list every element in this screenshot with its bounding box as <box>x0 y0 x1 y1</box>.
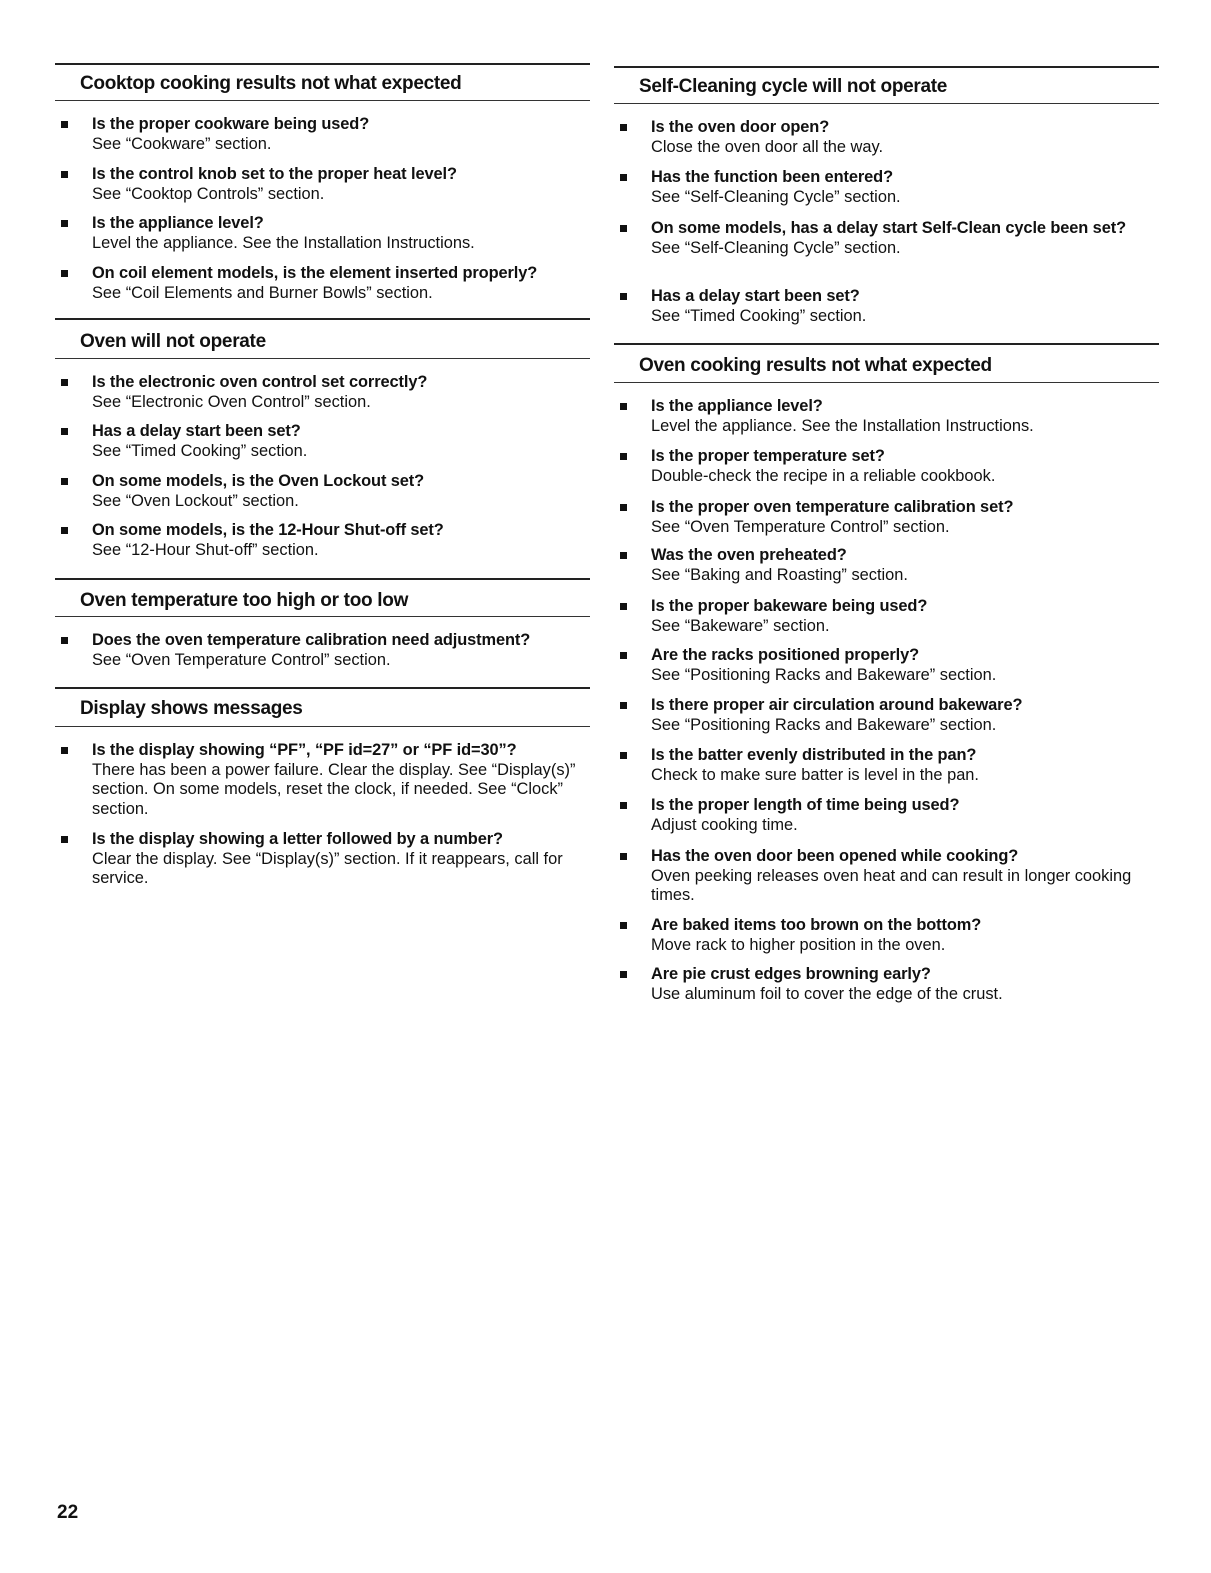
bullet-icon <box>620 225 627 232</box>
question-text: Is the electronic oven control set correctly? <box>92 373 428 391</box>
section-title-rule <box>55 616 590 617</box>
list-item <box>92 472 590 511</box>
list-item <box>651 546 1159 585</box>
question-text: Is the control knob set to the proper heat level? <box>92 165 457 183</box>
question-text: Is the appliance level? <box>92 214 264 232</box>
list-item <box>651 597 1159 636</box>
question-text: Has a delay start been set? <box>651 287 860 305</box>
answer-text: Check to make sure batter is level in the pan. <box>651 765 979 784</box>
bullet-icon <box>620 552 627 559</box>
list-item <box>92 165 590 204</box>
list-item <box>651 965 1159 1004</box>
question-text: Is the proper length of time being used? <box>651 796 960 814</box>
answer-text: See “Positioning Racks and Bakeware” section. <box>651 715 997 734</box>
bullet-icon <box>620 971 627 978</box>
section-title-rule <box>55 358 590 359</box>
list-item <box>651 397 1159 436</box>
question-text: On some models, is the 12-Hour Shut-off set? <box>92 521 444 539</box>
question-text: Is the oven door open? <box>651 118 830 136</box>
section-title: Oven temperature too high or too low <box>80 590 409 611</box>
bullet-icon <box>620 403 627 410</box>
question-text: Does the oven temperature calibration need adjustment? <box>92 631 531 649</box>
answer-text: See “Baking and Roasting” section. <box>651 565 908 584</box>
list-item <box>651 847 1159 906</box>
section-title-rule <box>55 100 590 101</box>
bullet-icon <box>61 379 68 386</box>
section-top-rule <box>55 578 590 580</box>
bullet-icon <box>620 922 627 929</box>
section-title: Cooktop cooking results not what expected <box>80 73 462 94</box>
list-item <box>651 287 1159 326</box>
answer-text: Oven peeking releases oven heat and can result in longer cooking times. <box>651 866 1132 904</box>
section-title-rule <box>55 726 590 727</box>
list-item <box>651 916 1159 955</box>
section-title: Display shows messages <box>80 698 303 719</box>
bullet-icon <box>620 853 627 860</box>
list-item <box>92 373 590 412</box>
question-text: Is the appliance level? <box>651 397 823 415</box>
list-item <box>651 447 1159 486</box>
question-text: Was the oven preheated? <box>651 546 847 564</box>
question-text: Are pie crust edges browning early? <box>651 965 931 983</box>
question-text: Are baked items too brown on the bottom? <box>651 916 982 934</box>
question-text: Is the proper cookware being used? <box>92 115 370 133</box>
bullet-icon <box>620 802 627 809</box>
answer-text: See “Oven Temperature Control” section. <box>651 517 950 536</box>
list-item <box>92 741 590 819</box>
list-item <box>651 219 1159 258</box>
question-text: On coil element models, is the element inserted properly? <box>92 264 538 282</box>
list-item <box>92 631 590 670</box>
question-text: Is the proper oven temperature calibration set? <box>651 498 1014 516</box>
answer-text: Close the oven door all the way. <box>651 137 884 156</box>
answer-text: See “Cookware” section. <box>92 134 272 153</box>
section-title-rule <box>614 382 1159 383</box>
answer-text: See “Positioning Racks and Bakeware” section. <box>651 665 997 684</box>
question-text: Is the display showing a letter followed by a number? <box>92 830 503 848</box>
answer-text: See “12-Hour Shut-off” section. <box>92 540 319 559</box>
bullet-icon <box>620 603 627 610</box>
section-top-rule <box>55 318 590 320</box>
list-item <box>651 696 1159 735</box>
section-top-rule <box>55 687 590 689</box>
section-top-rule <box>614 66 1159 68</box>
bullet-icon <box>61 527 68 534</box>
question-text: Is the display showing “PF”, “PF id=27” or “PF id=30”? <box>92 741 517 759</box>
bullet-icon <box>620 174 627 181</box>
list-item <box>651 746 1159 785</box>
list-item <box>92 264 590 303</box>
bullet-icon <box>61 270 68 277</box>
list-item <box>92 830 590 889</box>
answer-text: There has been a power failure. Clear the display. See “Display(s)” section. On some models, reset the clock, if needed. See “Clock” section. <box>92 760 576 818</box>
list-item <box>651 498 1159 537</box>
bullet-icon <box>620 124 627 131</box>
answer-text: See “Bakeware” section. <box>651 616 830 635</box>
bullet-icon <box>61 836 68 843</box>
question-text: On some models, has a delay start Self-Clean cycle been set? <box>651 219 1126 237</box>
answer-text: Use aluminum foil to cover the edge of the crust. <box>651 984 1003 1003</box>
question-text: On some models, is the Oven Lockout set? <box>92 472 425 490</box>
answer-text: See “Timed Cooking” section. <box>651 306 867 325</box>
question-text: Has the oven door been opened while cooking? <box>651 847 1019 865</box>
section-title: Self-Cleaning cycle will not operate <box>639 76 948 97</box>
question-text: Is the proper temperature set? <box>651 447 885 465</box>
question-text: Has the function been entered? <box>651 168 893 186</box>
bullet-icon <box>61 121 68 128</box>
page-number: 22 <box>57 1502 79 1523</box>
section-title-rule <box>614 103 1159 104</box>
section-title: Oven cooking results not what expected <box>639 355 992 376</box>
bullet-icon <box>620 293 627 300</box>
bullet-icon <box>620 504 627 511</box>
bullet-icon <box>620 453 627 460</box>
answer-text: Move rack to higher position in the oven. <box>651 935 946 954</box>
question-text: Is the proper bakeware being used? <box>651 597 928 615</box>
answer-text: See “Oven Lockout” section. <box>92 491 299 510</box>
list-item <box>92 214 590 253</box>
answer-text: See “Timed Cooking” section. <box>92 441 308 460</box>
list-item <box>92 521 590 560</box>
bullet-icon <box>620 652 627 659</box>
question-text: Has a delay start been set? <box>92 422 301 440</box>
bullet-icon <box>61 220 68 227</box>
answer-text: Level the appliance. See the Installation Instructions. <box>92 233 475 252</box>
list-item <box>651 796 1159 835</box>
bullet-icon <box>61 478 68 485</box>
bullet-icon <box>61 637 68 644</box>
question-text: Are the racks positioned properly? <box>651 646 920 664</box>
list-item <box>651 646 1159 685</box>
list-item <box>92 115 590 154</box>
bullet-icon <box>620 752 627 759</box>
answer-text: Adjust cooking time. <box>651 815 798 834</box>
bullet-icon <box>61 747 68 754</box>
section-top-rule <box>55 63 590 65</box>
section-top-rule <box>614 343 1159 345</box>
list-item <box>651 168 1159 207</box>
list-item <box>92 422 590 461</box>
bullet-icon <box>620 702 627 709</box>
section-title: Oven will not operate <box>80 331 266 352</box>
answer-text: See “Coil Elements and Burner Bowls” section. <box>92 283 433 302</box>
answer-text: See “Self-Cleaning Cycle” section. <box>651 187 901 206</box>
answer-text: Clear the display. See “Display(s)” section. If it reappears, call for service. <box>92 849 563 887</box>
list-item <box>651 118 1159 157</box>
answer-text: See “Oven Temperature Control” section. <box>92 650 391 669</box>
answer-text: Level the appliance. See the Installation Instructions. <box>651 416 1034 435</box>
question-text: Is the batter evenly distributed in the pan? <box>651 746 977 764</box>
answer-text: See “Cooktop Controls” section. <box>92 184 325 203</box>
answer-text: See “Electronic Oven Control” section. <box>92 392 371 411</box>
answer-text: See “Self-Cleaning Cycle” section. <box>651 238 901 257</box>
bullet-icon <box>61 171 68 178</box>
answer-text: Double-check the recipe in a reliable cookbook. <box>651 466 996 485</box>
question-text: Is there proper air circulation around bakeware? <box>651 696 1023 714</box>
bullet-icon <box>61 428 68 435</box>
